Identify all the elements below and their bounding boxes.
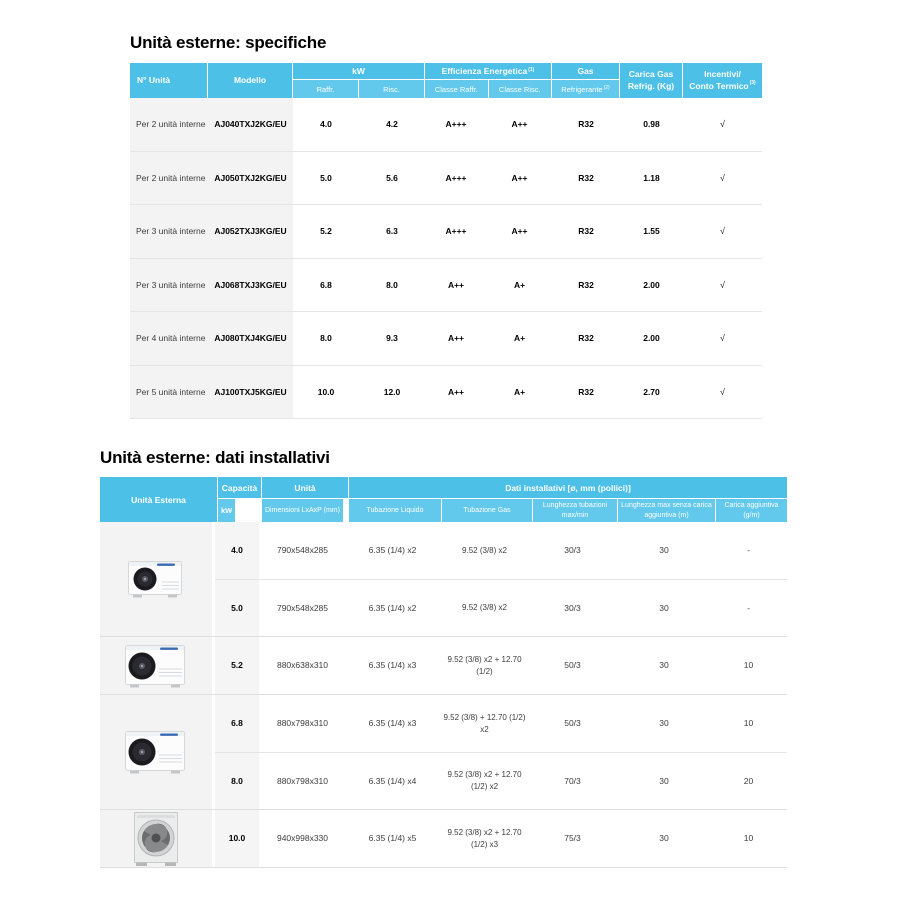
- cell-gas: R32: [578, 119, 594, 130]
- cell-gas: R32: [578, 226, 594, 237]
- cell-n-unita: Per 2 unità interne: [130, 98, 208, 151]
- cell-raffr: 10.0: [317, 386, 335, 397]
- cell-capacita: 4.0: [215, 522, 259, 579]
- table-row: [130, 98, 762, 152]
- cell-carica: -: [747, 602, 750, 613]
- checkmark-icon: √: [720, 279, 725, 290]
- cell-capacita: 6.8: [215, 695, 259, 752]
- cell-lunghezza-max: 30: [659, 775, 669, 786]
- checkmark-icon: √: [720, 333, 725, 344]
- cell-lunghezza-max: 30: [659, 660, 669, 671]
- checkmark-icon: √: [720, 226, 725, 237]
- cell-n-unita: Per 5 unità interne: [130, 366, 208, 419]
- unit-group: [100, 636, 787, 694]
- cell-liquido: 6.35 (1/4) x2: [368, 602, 417, 613]
- footnote-2: (2): [603, 85, 610, 91]
- cell-risc: 8.0: [386, 279, 398, 290]
- cell-gas: 9.52 (3/8) x2 + 12.70 (1/2) x2: [447, 770, 522, 791]
- outdoor-unit-medium-image: [100, 637, 215, 694]
- cell-modello: AJ080TXJ4KG/EU: [208, 312, 293, 365]
- header-unita-group: [262, 477, 349, 522]
- cell-carica: 2.70: [643, 386, 660, 397]
- cell-carica: -: [747, 545, 750, 556]
- table-row: [215, 522, 787, 579]
- cell-capacita: 8.0: [215, 753, 259, 809]
- cell-carica: 20: [743, 775, 754, 786]
- cell-raffr: 6.8: [320, 279, 332, 290]
- cell-classe-raffr: A++: [447, 333, 465, 344]
- cell-liquido: 6.35 (1/4) x3: [368, 660, 417, 671]
- unit-group: [100, 809, 787, 867]
- cell-classe-raffr: A+++: [445, 119, 467, 130]
- cell-lunghezza: 70/3: [564, 775, 581, 786]
- cell-dimensioni: 940x998x330: [276, 833, 329, 844]
- cell-carica: 1.55: [643, 226, 660, 237]
- header-efficienza-energetica: Efficienza Energetica $^{(1)}$: [425, 63, 551, 80]
- header-risc: Risc.: [359, 80, 424, 98]
- cell-gas: 9.52 (3/8) x2: [462, 545, 507, 555]
- cell-liquido: 6.35 (1/4) x3: [368, 718, 417, 729]
- cell-risc: 4.2: [386, 119, 398, 130]
- header-gas-group: [552, 63, 620, 98]
- header-capacita-kw: kW: [218, 499, 235, 522]
- specs-table-body: [130, 98, 762, 419]
- cell-gas: R32: [578, 333, 594, 344]
- cell-raffr: 5.0: [320, 172, 332, 183]
- cell-classe-risc: A++: [511, 172, 528, 183]
- install-table-body: [100, 522, 787, 868]
- table-row: [130, 366, 762, 420]
- cell-carica: 0.98: [643, 119, 660, 130]
- cell-risc: 5.6: [386, 172, 398, 183]
- cell-liquido: 6.35 (1/4) x4: [368, 775, 417, 786]
- cell-lunghezza: 30/3: [564, 545, 581, 556]
- header-efficienza-group: [425, 63, 552, 98]
- table-row: [215, 752, 787, 809]
- cell-carica: 1.18: [643, 172, 660, 183]
- install-table-header: [100, 477, 787, 522]
- cell-modello: AJ040TXJ2KG/EU: [208, 98, 293, 151]
- cell-gas: 9.52 (3/8) x2 + 12.70 (1/2) x3: [447, 827, 522, 849]
- cell-modello: AJ068TXJ3KG/EU: [208, 259, 293, 312]
- unit-group: [100, 522, 787, 636]
- table-row: [130, 205, 762, 259]
- header-unita-esterna: Unità Esterna: [100, 477, 218, 522]
- install-table-section: [100, 448, 787, 868]
- cell-carica: 2.00: [643, 333, 660, 344]
- cell-n-unita: Per 4 unità interne: [130, 312, 208, 365]
- cell-lunghezza-max: 30: [659, 602, 669, 613]
- cell-classe-raffr: A++: [447, 386, 465, 397]
- header-tubazione-gas: Tubazione Gas: [442, 499, 533, 522]
- cell-raffr: 5.2: [320, 226, 332, 237]
- cell-dimensioni: 790x548x285: [276, 545, 329, 556]
- cell-risc: 9.3: [386, 333, 398, 344]
- cell-raffr: 8.0: [320, 333, 332, 344]
- cell-risc: 12.0: [383, 386, 401, 397]
- header-classe-raffr: Classe Raffr.: [425, 80, 489, 98]
- cell-lunghezza-max: 30: [659, 833, 669, 844]
- header-classe-risc: Classe Risc.: [489, 80, 552, 98]
- cell-carica: 10: [743, 660, 754, 671]
- specs-table-header: [130, 63, 762, 98]
- header-dati-installativi-group: [349, 477, 787, 522]
- header-raffr: Raffr.: [293, 80, 359, 98]
- cell-gas: 9.52 (3/8) + 12.70 (1/2) x2: [443, 712, 526, 734]
- specs-table-title: Unità esterne: specifiche: [130, 33, 327, 52]
- header-gas: Gas: [552, 63, 619, 80]
- cell-classe-risc: A+: [513, 279, 526, 290]
- cell-lunghezza: 75/3: [564, 833, 581, 844]
- cell-capacita: 5.2: [215, 637, 259, 694]
- cell-gas: 9.52 (3/8) x2 + 12.70 (1/2): [447, 654, 522, 676]
- table-row: [130, 152, 762, 206]
- cell-liquido: 6.35 (1/4) x2: [368, 545, 417, 556]
- cell-capacita: 10.0: [215, 810, 259, 867]
- table-row: [130, 312, 762, 366]
- cell-classe-risc: A++: [511, 119, 528, 130]
- table-row: [215, 579, 787, 636]
- header-dati-installativi: Dati installativi [ø, mm (pollici)]: [349, 477, 787, 499]
- header-dimensioni: Dimensioni LxAxP (mm): [262, 499, 343, 522]
- cell-modello: AJ052TXJ3KG/EU: [208, 205, 293, 258]
- cell-n-unita: Per 3 unità interne: [130, 205, 208, 258]
- cell-lunghezza: 50/3: [564, 660, 581, 671]
- cell-gas: R32: [578, 279, 594, 290]
- cell-classe-risc: A+: [513, 333, 526, 344]
- cell-gas: 9.52 (3/8) x2: [462, 603, 507, 613]
- cell-lunghezza: 30/3: [564, 602, 581, 613]
- cell-capacita: 5.0: [215, 580, 259, 636]
- cell-classe-risc: A++: [511, 226, 528, 237]
- header-kw: kW: [293, 63, 424, 80]
- table-row: [215, 695, 787, 752]
- cell-lunghezza-max: 30: [659, 718, 669, 729]
- checkmark-icon: √: [720, 386, 725, 397]
- header-tubazione-liquido: Tubazione Liquido: [349, 499, 442, 522]
- outdoor-unit-medium-image: [100, 695, 215, 809]
- unit-group: [100, 694, 787, 809]
- header-capacita-group: [218, 477, 262, 522]
- cell-modello: AJ100TXJ5KG/EU: [208, 366, 293, 419]
- checkmark-icon: √: [720, 119, 725, 130]
- cell-classe-raffr: A++: [447, 279, 465, 290]
- checkmark-icon: √: [720, 172, 725, 183]
- table-row: [215, 637, 787, 694]
- header-carica-gas: Carica Gas Refrig. (Kg): [620, 63, 683, 98]
- header-incentivi: Incentivi/ Conto Termico$^{(3)}$: [683, 63, 762, 98]
- header-capacita: Capacità: [218, 477, 261, 499]
- cell-dimensioni: 880x798x310: [276, 775, 329, 786]
- cell-carica: 10: [743, 718, 754, 729]
- cell-classe-risc: A+: [513, 386, 526, 397]
- cell-modello: AJ050TXJ2KG/EU: [208, 152, 293, 205]
- cell-dimensioni: 880x798x310: [276, 718, 329, 729]
- cell-classe-raffr: A+++: [445, 226, 467, 237]
- header-modello: Modello: [208, 63, 293, 98]
- cell-raffr: 4.0: [320, 119, 332, 130]
- cell-lunghezza-max: 30: [659, 545, 669, 556]
- table-row: [130, 259, 762, 313]
- install-table-title: Unità esterne: dati installativi: [100, 448, 330, 467]
- header-lunghezza-tubazioni: Lunghezza tubazioni max/min: [533, 499, 618, 522]
- specs-table-section: [130, 33, 762, 419]
- cell-carica: 10: [743, 833, 754, 844]
- header-unita: Unità: [262, 477, 348, 499]
- footnote-3: (3): [749, 79, 756, 86]
- cell-risc: 6.3: [386, 226, 398, 237]
- outdoor-unit-large-image: [100, 810, 215, 867]
- cell-gas: R32: [578, 386, 594, 397]
- outdoor-unit-small-image: [100, 522, 215, 636]
- cell-classe-raffr: A+++: [445, 172, 467, 183]
- cell-dimensioni: 880x638x310: [276, 660, 329, 671]
- cell-liquido: 6.35 (1/4) x5: [368, 833, 417, 844]
- header-n-unita: N° Unità: [130, 63, 208, 98]
- table-row: [215, 810, 787, 867]
- header-kw-group: [293, 63, 425, 98]
- cell-carica: 2.00: [643, 279, 660, 290]
- footnote-1: (1): [528, 67, 535, 73]
- cell-n-unita: Per 3 unità interne: [130, 259, 208, 312]
- cell-lunghezza: 50/3: [564, 718, 581, 729]
- cell-dimensioni: 790x548x285: [276, 602, 329, 613]
- header-refrigerante: Refrigerante $^{(2)}$: [552, 80, 619, 98]
- header-carica-aggiuntiva: Carica aggiuntiva (g/m): [716, 499, 787, 522]
- cell-gas: R32: [578, 172, 594, 183]
- header-lunghezza-max: Lunghezza max senza carica aggiuntiva (m): [618, 499, 716, 522]
- cell-n-unita: Per 2 unità interne: [130, 152, 208, 205]
